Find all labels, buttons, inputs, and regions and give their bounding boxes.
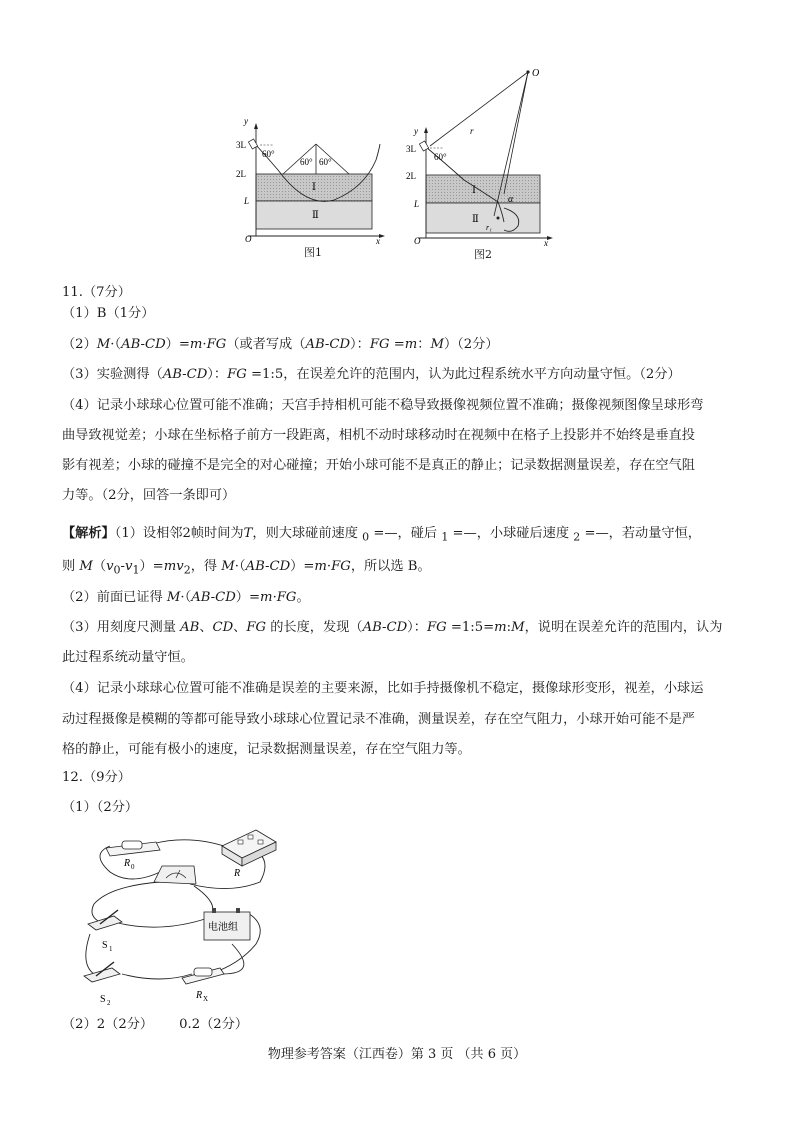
analysis-4-line1: （4）记录小球球心位置可能不准确是误差的主要来源，比如手持摄像机不稳定，摄像球形变形，视差，小球运 [62, 681, 704, 696]
svg-text:L: L [414, 199, 420, 209]
analysis-4-line2: 动过程摄像是模糊的等都可能导致小球球心位置记录不准确，测量误差，存在空气阻力，小球开始可能不是严 [62, 712, 695, 727]
svg-text:S: S [100, 994, 106, 1005]
ball-icon [419, 141, 428, 151]
svg-text:x: x [376, 236, 380, 246]
analysis-3-line1: （3）用刻度尺测量 AB、CD、FG 的长度，发现（AB-CD）：FG =1:5=m:M，说明在误差允许的范围内，认为 [62, 620, 723, 635]
svg-text:0: 0 [131, 863, 135, 871]
q11-part4-line4: 力等。（2分，回答一条即可） [62, 488, 236, 503]
svg-text:R: R [234, 868, 241, 879]
svg-text:y: y [414, 126, 418, 136]
svg-text:O: O [414, 236, 421, 246]
svg-text:1: 1 [109, 945, 113, 953]
svg-text:R: R [124, 858, 131, 869]
region-1 [426, 175, 540, 203]
svg-text:60°: 60° [262, 149, 275, 159]
svg-text:电池组: 电池组 [208, 922, 238, 933]
q12-part1: （1）（2分） [62, 800, 139, 815]
analysis-2: （2）前面已证得 M·（AB-CD）=m·FG。 [62, 590, 310, 605]
analysis-1-line1: 【解析】（1）设相邻2帧时间为T，则大球碰前速度 $_0$ =—，碰后 $_1$ =—，小球碰后速度 $_2$ =—，若动量守恒， [62, 526, 701, 544]
svg-text:2L: 2L [236, 169, 246, 179]
svg-text:3L: 3L [236, 140, 246, 150]
page-footer: 物理参考答案（江西卷）第 3 页 （共 6 页） [267, 1047, 527, 1062]
q11-part4-line3: 影有视差；小球的碰撞不是完全的对心碰撞；开始小球可能不是真正的静止；记录数据测量误差，存在空气阻 [62, 458, 695, 473]
resistance-box-icon [222, 830, 276, 866]
svg-text:2: 2 [107, 999, 111, 1007]
q11-part1: （1）B（1分） [62, 306, 155, 321]
svg-text:y: y [244, 118, 248, 126]
svg-text:3L: 3L [406, 144, 416, 154]
svg-text:O: O [532, 68, 540, 79]
svg-text:r₁: r₁ [486, 223, 492, 232]
svg-text:x: x [544, 238, 548, 248]
svg-text:Ⅰ: Ⅰ [312, 182, 316, 193]
analysis-4-line3: 格的静止，可能有极小的速度，记录数据测量误差，存在空气阻力等。 [62, 742, 471, 757]
figure-2-caption: 图2 [474, 248, 492, 261]
circuit-diagram [70, 824, 290, 1010]
figure-1 [236, 118, 396, 258]
svg-text:Ⅱ: Ⅱ [312, 210, 319, 221]
svg-text:60°: 60° [319, 157, 332, 167]
svg-text:Ⅱ: Ⅱ [472, 214, 479, 225]
figure-1-caption: 图1 [304, 246, 322, 259]
svg-text:2L: 2L [406, 171, 416, 181]
region-2 [426, 203, 540, 233]
meter-icon [154, 866, 196, 884]
svg-text:Ⅰ: Ⅰ [472, 185, 476, 196]
svg-text:L: L [244, 196, 250, 206]
q11-part4-line1: （4）记录小球球心位置可能不准确；天宫手持相机可能不稳导致摄像视频位置不准确；摄像视频图像呈球形弯 [62, 398, 704, 413]
switch-s2-icon [84, 962, 120, 982]
svg-text:α: α [508, 194, 514, 205]
figure-2 [404, 62, 564, 254]
svg-text:R: R [196, 990, 203, 1001]
resistor-r0-icon [106, 841, 160, 856]
svg-text:O: O [245, 234, 252, 244]
analysis-3-line2: 此过程系统动量守恒。 [62, 650, 194, 665]
analysis-1-line2: 则 $M(v_0-v_1)=mv_2$，得 M·（AB-CD）=m·FG，所以选 B。 [62, 559, 431, 577]
q12-part2: （2）2（2分） 0.2（2分） [62, 1017, 249, 1032]
q12-heading: 12.（9分） [62, 770, 131, 785]
analysis-tag: 【解析】 [62, 526, 115, 541]
switch-s1-icon [88, 910, 122, 930]
svg-text:X: X [203, 995, 209, 1003]
q11-heading: 11.（7分） [62, 285, 131, 300]
q11-part2: （2）M·（AB-CD）=m·FG（或者写成（AB-CD）：FG =m：M）（2分） [62, 337, 499, 352]
q11-part4-line2: 曲导致视觉差；小球在坐标格子前方一段距离，相机不动时球移动时在视频中在格子上投影并不始终是垂直投 [62, 428, 695, 443]
svg-text:r: r [470, 126, 474, 136]
svg-text:60°: 60° [300, 157, 313, 167]
svg-text:S: S [102, 940, 108, 951]
resistor-rx-icon [182, 968, 224, 984]
q11-part3: （3）实验测得（AB-CD）：FG =1:5，在误差允许的范围内，认为此过程系统水平方向动量守恒。（2分） [62, 367, 681, 382]
svg-text:60°: 60° [434, 152, 447, 162]
